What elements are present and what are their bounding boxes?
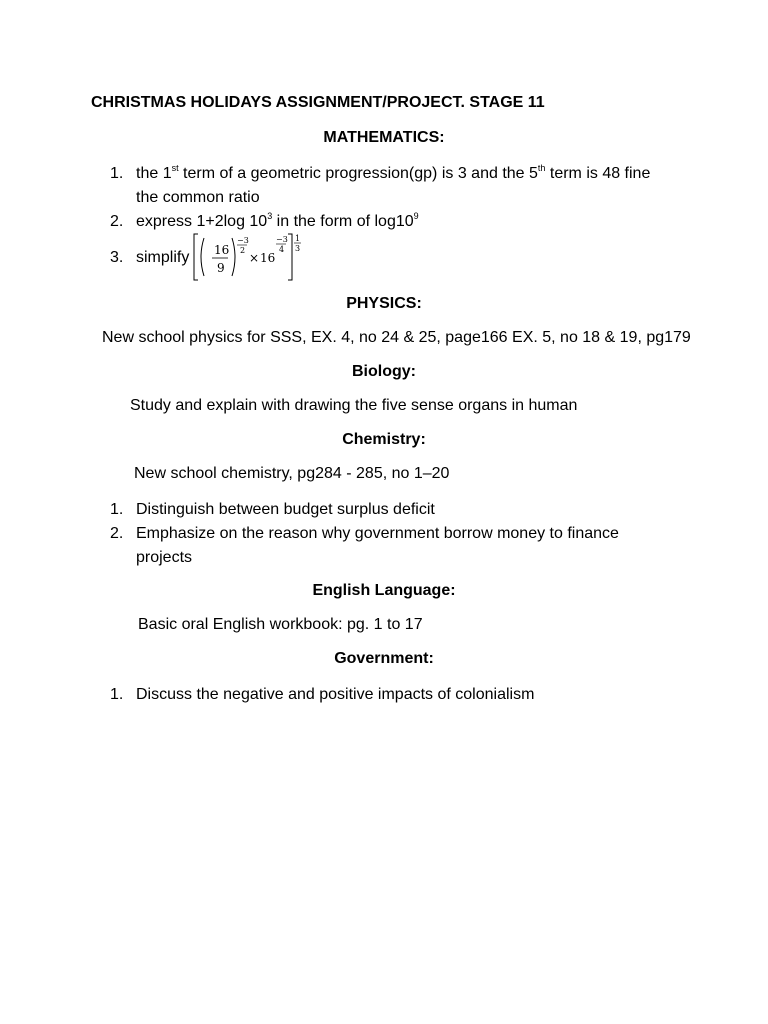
chemistry-item-2-number: 2. [110, 525, 124, 542]
exponent-1-denominator: 2 [240, 246, 246, 255]
chemistry-text: New school chemistry, pg284 - 285, no 1–20 [134, 465, 450, 482]
exponent-1-numerator: −3 [237, 236, 249, 245]
english-text: Basic oral English workbook: pg. 1 to 17 [138, 616, 423, 633]
assignment-title: CHRISTMAS HOLIDAYS ASSIGNMENT/PROJECT. STAGE 11 [91, 94, 545, 111]
government-item-1-number: 1. [110, 686, 124, 703]
fraction-numerator: 16 [214, 243, 230, 257]
biology-text: Study and explain with drawing the five sense organs in human [130, 397, 578, 414]
government-heading: Government: [334, 650, 434, 667]
math-question-2-text: express 1+2log $10^3$ in the form of $\log 10^9$ [136, 210, 419, 230]
exponent-2-numerator: −3 [276, 235, 288, 244]
math-question-1-number: 1. [110, 165, 124, 182]
mathematics-heading: MATHEMATICS: [323, 129, 445, 146]
exponent-3-denominator: 3 [295, 244, 301, 253]
math-question-3-label: simplify [136, 249, 190, 266]
government-item-1-text: Discuss the negative and positive impacts of colonialism [136, 686, 535, 703]
biology-heading: Biology: [352, 363, 416, 380]
base-16: 16 [260, 251, 276, 265]
exponent-3-numerator: 1 [295, 234, 301, 243]
chemistry-heading: Chemistry: [342, 431, 426, 448]
physics-heading: PHYSICS: [346, 295, 422, 312]
fraction-denominator: 9 [217, 261, 225, 275]
math-question-3-number: 3. [110, 249, 124, 266]
chemistry-item-1-number: 1. [110, 501, 124, 518]
math-expression [190, 230, 310, 284]
physics-text: New school physics for SSS, EX. 4, no 24 & 25, page166 EX. 5, no 18 & 19, pg179 [102, 329, 691, 346]
times-sign: × [249, 251, 260, 265]
math-question-1-text: the 1st term of a geometric progression(gp) is 3 and the 5th term is 48 fine the common ratio [136, 162, 651, 206]
exponent-2-denominator: 4 [279, 245, 285, 254]
english-heading: English Language: [312, 582, 456, 599]
chemistry-item-2-text: Emphasize on the reason why government borrow money to finance projects [136, 525, 619, 566]
math-question-2-number: 2. [110, 213, 124, 230]
chemistry-item-1-text: Distinguish between budget surplus deficit [136, 501, 435, 518]
